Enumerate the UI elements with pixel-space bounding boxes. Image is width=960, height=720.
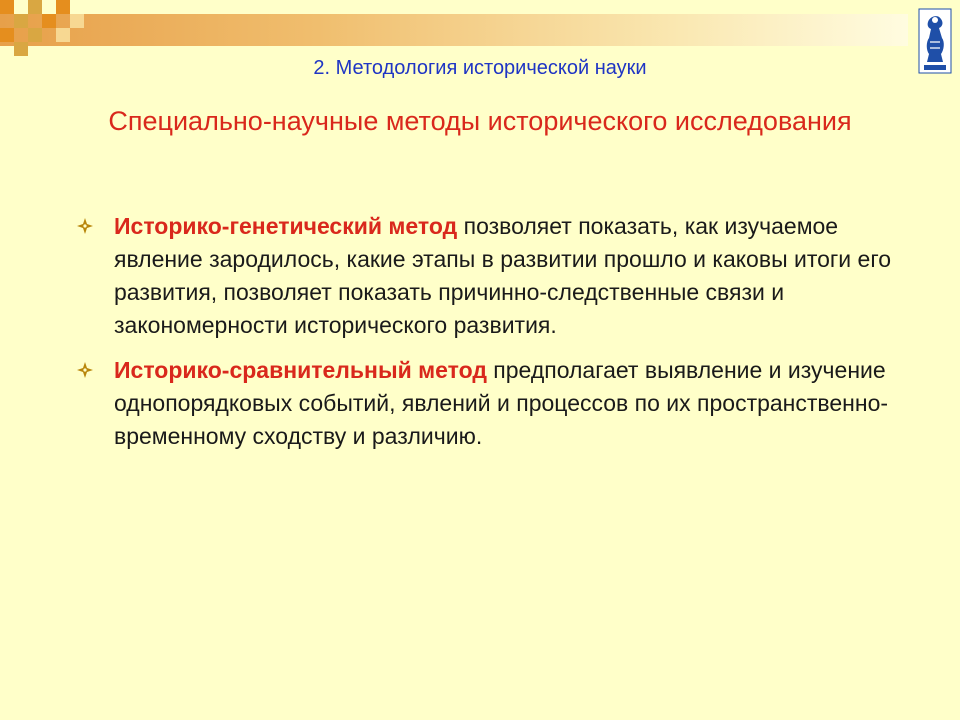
diamond-bullet-icon xyxy=(76,217,94,235)
method-term: Историко-генетический метод xyxy=(114,213,458,239)
diamond-bullet-icon xyxy=(76,361,94,379)
corner-square xyxy=(70,14,84,28)
method-description: позволяет показать, как изучаемое явление зародилось, какие этапы в развитии прошло и каковы итоги его развития, позволяет показать причинно-следственные связи и закономерности исторического развития. xyxy=(114,213,892,338)
bullet-list xyxy=(76,210,896,465)
corner-square xyxy=(0,28,14,42)
corner-square xyxy=(56,28,70,42)
list-item xyxy=(76,210,896,342)
method-description: предполагает выявление и изучение однопорядковых событий, явлений и процессов по их пространственно-временному сходству и различию. xyxy=(114,357,889,449)
slide-title: Специально-научные методы исторического исследования xyxy=(108,106,852,136)
slide-subtitle: 2. Методология исторической науки xyxy=(313,57,647,79)
corner-square xyxy=(28,28,42,42)
corner-square xyxy=(56,0,70,14)
corner-square xyxy=(42,14,56,28)
corner-square xyxy=(14,14,28,28)
list-item xyxy=(76,354,896,453)
corner-square xyxy=(14,42,28,56)
corner-square xyxy=(28,0,42,14)
corner-square xyxy=(0,0,14,14)
top-decorative-band xyxy=(0,14,908,46)
method-term: Историко-сравнительный метод xyxy=(114,357,487,383)
